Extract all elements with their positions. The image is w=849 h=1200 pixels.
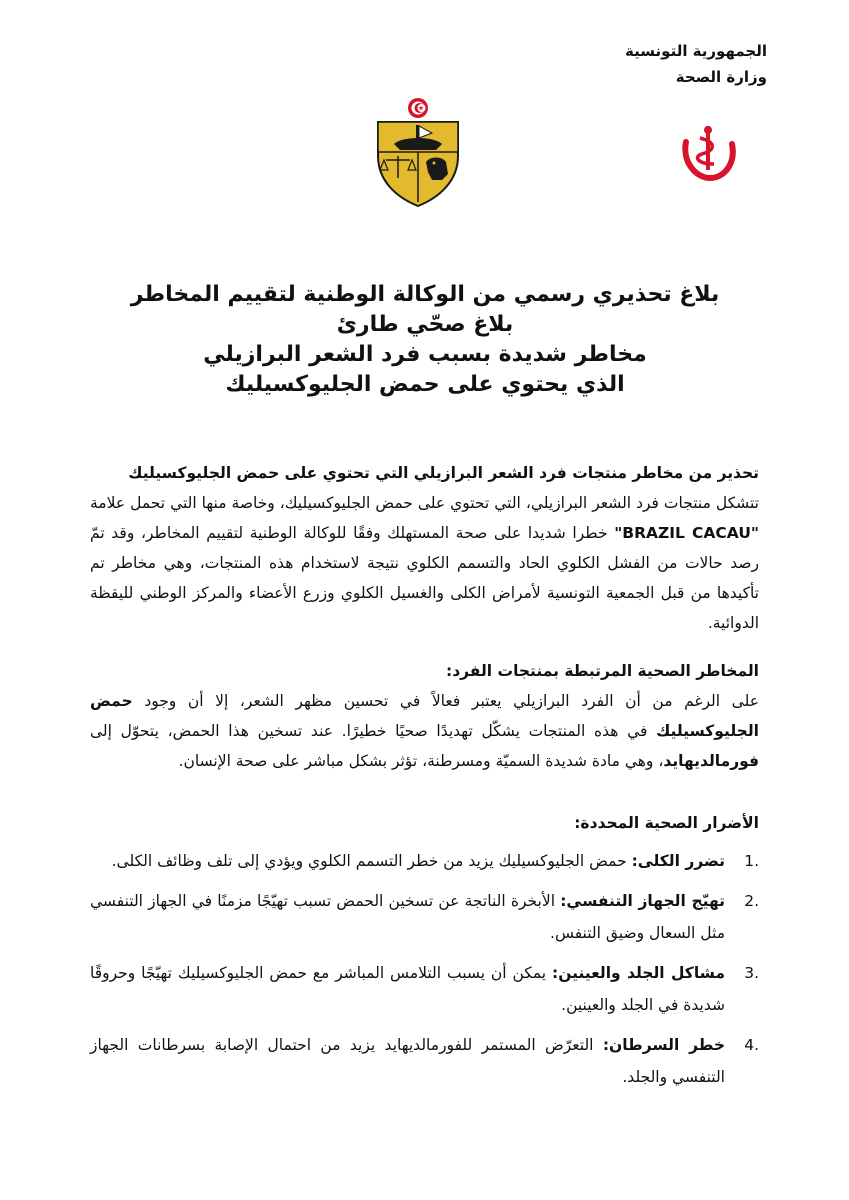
intro-text-2: خطرا شديدا على صحة المستهلك وفقًا للوكالة الوطنية لتقييم المخاطر، وقد تمّ رصد حالات من الفشل الكلوي الحاد والتسمم الكلوي نتيجة لاستخدام هذه المنتجات، وهي مخاطر تم تأكيدها من قبل الجمعية التونسية لأمراض الكلى والغسيل الكلوي وزرع الأعضاء والمركز الوطني لليقظة الدوائية. [90, 524, 759, 632]
health-ministry-logo-icon [676, 120, 740, 184]
harms-heading-block [90, 808, 759, 838]
intro-heading: تحذير من مخاطر منتجات فرد الشعر البرازيلي التي تحتوي على حمض الجليوكسيليك [128, 464, 759, 482]
list-item-text: حمض الجليوكسيليك يزيد من خطر التسمم الكلوي ويؤدي إلى تلف وظائف الكلى. [111, 852, 632, 870]
list-item [90, 845, 759, 877]
harms-list [90, 845, 759, 1101]
list-number: 4. [744, 1036, 759, 1054]
title-line-4: الذي يحتوي على حمض الجليوكسيليك [225, 372, 625, 397]
risks-text-1: على الرغم من أن الفرد البرازيلي يعتبر فعالاً في تحسين مظهر الشعر، إلا أن وجود [132, 692, 759, 710]
risks-section [90, 656, 759, 776]
title-line-2: بلاغ صحّي طارئ [336, 312, 514, 337]
intro-paragraph [90, 488, 759, 638]
list-item-title: تضرر الكلى: [631, 852, 725, 870]
ministry-header [625, 38, 767, 91]
list-item [90, 957, 759, 1021]
risks-text-3: ، وهي مادة شديدة السميّة ومسرطنة، تؤثر بشكل مباشر على صحة الإنسان. [178, 752, 664, 770]
formaldehyde-term: فورمالديهايد [663, 752, 759, 770]
glyoxylic-acid-term: حمض الجليوكسيليك [90, 692, 759, 740]
list-item-title: مشاكل الجلد والعينين: [552, 964, 726, 982]
list-number: 3. [744, 964, 759, 982]
ministry-name: وزارة الصحة [675, 68, 767, 87]
brand-name: "BRAZIL CACAU" [614, 524, 759, 542]
list-number: 1. [744, 852, 759, 870]
list-item [90, 885, 759, 949]
communique-titles [120, 280, 730, 400]
list-item-text: التعرّض المستمر للفورمالديهايد يزيد من احتمال الإصابة بسرطانات الجهاز التنفسي والجلد. [90, 1036, 725, 1086]
risks-heading: المخاطر الصحية المرتبطة بمنتجات الفرد: [446, 662, 759, 680]
risks-text-2: في هذه المنتجات يشكّل تهديدًا صحيًا خطيرًا. عند تسخين هذا الحمض، يتحوّل إلى [90, 722, 657, 740]
title-line-1: بلاغ تحذيري رسمي من الوكالة الوطنية لتقييم المخاطر [130, 282, 720, 307]
country-name: الجمهورية التونسية [625, 42, 767, 60]
risks-paragraph [90, 686, 759, 776]
list-item-title: خطر السرطان: [602, 1036, 726, 1054]
list-item-title: تهيّج الجهاز التنفسي: [560, 892, 726, 910]
harms-heading: الأضرار الصحية المحددة: [574, 814, 759, 832]
list-number: 2. [744, 892, 759, 910]
list-item-text: يمكن أن يسبب التلامس المباشر مع حمض الجليوكسيليك تهيّجًا وحروقًا شديدة في الجلد والعينين. [90, 964, 725, 1014]
list-item-text: الأبخرة الناتجة عن تسخين الحمض تسبب تهيّجًا مزمنًا في الجهاز التنفسي مثل السعال وضيق التنفس. [90, 892, 725, 942]
list-item [90, 1029, 759, 1093]
coat-of-arms-icon [372, 96, 464, 208]
intro-text-1: تتشكل منتجات فرد الشعر البرازيلي، التي تحتوي على حمض الجليوكسيليك، وخاصة منها التي تحمل علامة [90, 494, 759, 512]
title-line-3: مخاطر شديدة بسبب فرد الشعر البرازيلي [203, 342, 647, 367]
intro-section [90, 458, 759, 638]
